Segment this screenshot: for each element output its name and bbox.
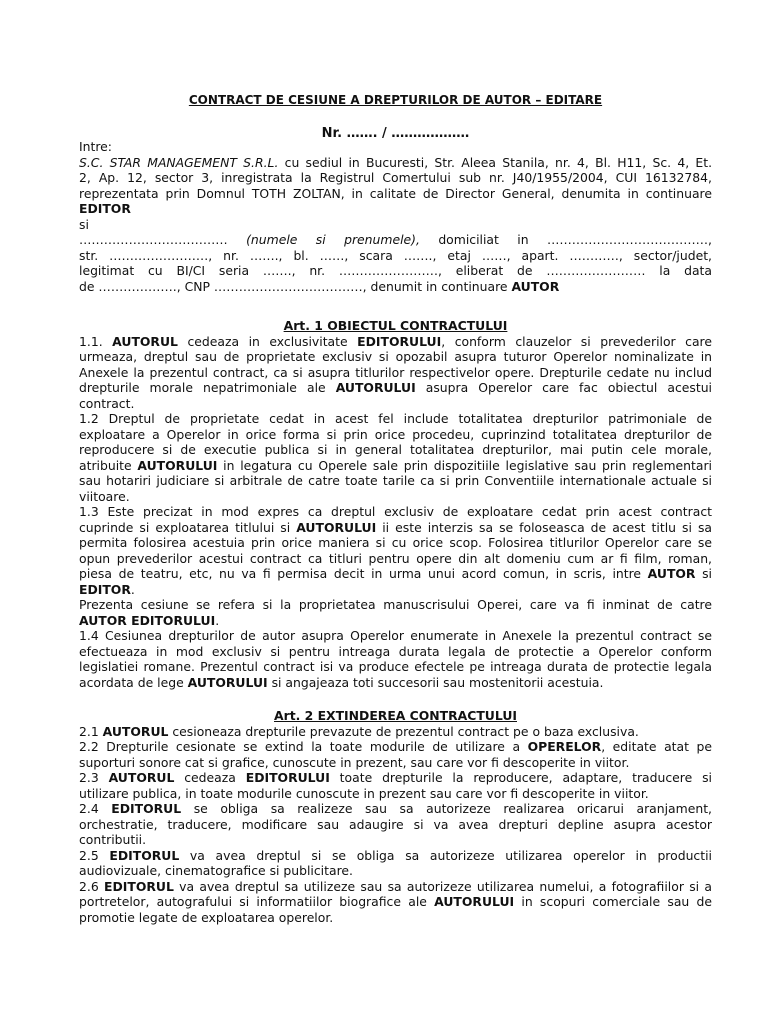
between-label: Intre: (79, 139, 112, 154)
author-line-1: ……………………………… (numele si prenumele), domiciliat in …………………………………, (79, 232, 712, 247)
art1-line: exploatare a Operelor in orice forma si prin orice procedeu, cuprinzind totalitatea drepturilor de (79, 426, 712, 442)
party-company-line-3: reprezentata prin Domnul TOTH ZOLTAN, in calitate de Director General, denumita in continuare (79, 185, 712, 201)
art2-line: 2.3 AUTORUL cedeaza EDITORULUI toate drepturile la reproducere, adaptare, traducere si (79, 770, 712, 785)
party-company-line-2: 2, Ap. 12, sector 3, inregistrata la Registrul Comertului sub nr. J40/1955/2004, CUI 16132784, (79, 170, 712, 185)
art1-line: permita folosirea acestuia prin orice maniera si cu orice scop. Folosirea titlurilor Operelor care se (79, 535, 712, 550)
art1-line: viitoare. (79, 488, 130, 504)
art1-line: acordata de lege AUTORULUI si angajeaza toti succesorii sau mostenitorii acestuia. (79, 674, 604, 690)
art1-line: efectueaza in mod exclusiv si pentru intreaga durata legala de protectie a Operelor conform (79, 643, 712, 659)
art1-line: 1.2 Dreptul de proprietate cedat in acest fel include totalitatea drepturilor patrimoniale de (79, 411, 712, 426)
art2-line: contributii. (79, 832, 147, 847)
author-line-4: de ………………., CNP ………………………………, denumit in continuare AUTOR (79, 278, 560, 294)
art1-line: 1.4 Cesiunea drepturilor de autor asupra Operelor enumerate in Anexele la prezentul contract se (79, 628, 712, 643)
art1-line: 1.3 Este precizat in mod expres ca dreptul exclusiv de exploatare cedat prin acest contract (79, 504, 712, 519)
art1-line: reproducere si de executie publica si in general totalitatea drepturilor, mai putin cele morale, (79, 442, 712, 457)
article-1 (79, 318, 712, 690)
art1-line: contract. (79, 395, 135, 411)
and-label: si (79, 216, 89, 232)
art2-line: promotie legate de exploatarea operelor. (79, 909, 334, 925)
contract-title: CONTRACT DE CESIUNE A DREPTURILOR DE AUTOR – EDITARE (188, 93, 603, 107)
art1-line: Anexele la prezentul contract, ca si asupra titlurilor respectivelor opere. Drepturile cedate nu includ (79, 364, 712, 380)
art1-line: piesa de teatru, etc, nu va fi permisa decit in urma unui acord comun, in scris, intre AUTOR si (79, 566, 712, 581)
art2-line: 2.4 EDITORUL se obliga sa realizeze sau sa autorizeze realizarea oricarui aranjament, (79, 801, 712, 816)
parties-section (79, 139, 712, 294)
art2-line: utilizare publica, in toate modurile cunoscute in prezent sau care vor fi descoperite in viitor. (79, 785, 649, 801)
art1-line: AUTOR EDITORULUI. (79, 612, 220, 628)
art1-line: cuprinde si exploatarea titlului si AUTORULUI ii este interzis sa se foloseasca de acest titlu si sa (79, 519, 712, 535)
editor-term: EDITOR (79, 201, 131, 216)
art2-line: orchestratie, traducere, modificare sau adaugire si va avea drepturi depline asupra acestor (79, 816, 712, 832)
art1-line: atribuite AUTORULUI in legatura cu Operele sale prin dispozitiile legislative sau prin reglementari (79, 457, 712, 473)
art2-line: 2.1 AUTORUL cesioneaza drepturile prevazute de prezentul contract pe o baza exclusiva. (79, 723, 639, 739)
art2-line: suporturi sonore cat si grafice, cunoscute in prezent, sau care vor fi descoperite in viitor. (79, 754, 630, 770)
contract-number: Nr. ……. / ……………… (321, 126, 470, 141)
art2-line: 2.5 EDITORUL va avea dreptul si se obliga sa autorizeze utilizarea operelor in productii (79, 847, 712, 863)
art2-line: audiovizuale, cinematografice si publicitare. (79, 863, 353, 878)
article-1-heading: Art. 1 OBIECTUL CONTRACTULUI (283, 318, 508, 333)
article-2 (79, 708, 712, 925)
art1-line: EDITOR. (79, 581, 135, 597)
art1-line: sau hotariri judiciare si arbitrale de catre toate tarile ca si prin Conventiile internationale actuale si (79, 473, 712, 488)
art1-line: legislatiei romane. Prezentul contract isi va produce efectele pe intreaga durata de protectie legala (79, 659, 712, 674)
art1-line: opun prevederilor acestui contract ca titluri pentru opere din alt domeniu cum ar fi film, roman, (79, 550, 712, 566)
party-company-line-1: S.C. STAR MANAGEMENT S.R.L. cu sediul in Bucuresti, Str. Aleea Stanila, nr. 4, Bl. H11, Sc. 4, Et. (79, 154, 712, 170)
article-2-heading: Art. 2 EXTINDEREA CONTRACTULUI (274, 708, 517, 723)
art2-line: 2.2 Drepturile cesionate se extind la toate modurile de utilizare a OPERELOR, editate atat pe (79, 739, 712, 754)
author-line-3: legitimat cu BI/CI seria ……., nr. ……………………, eliberat de …………………… la data (79, 263, 712, 278)
art1-line: urmeaza, dreptul sau de proprietate exclusiv si opozabil asupra tuturor Operelor nominalizate in (79, 349, 712, 364)
company-name: S.C. STAR MANAGEMENT S.R.L. (79, 154, 279, 170)
art1-line: 1.1. AUTORUL cedeaza in exclusivitate EDITORULUI, conform clauzelor si prevederilor care (79, 333, 712, 349)
author-line-2: str. ……………………, nr. ……., bl. ……, scara ……., etaj ……, apart. …………, sector/judet, (79, 247, 712, 263)
art1-line: Prezenta cesiune se refera si la proprietatea manuscrisului Operei, care va fi inminat de catre (79, 597, 712, 612)
art2-line: portretelor, autografului si informatiilor biografice ale AUTORULUI in scopuri comerciale sau de (79, 894, 712, 909)
art1-line: drepturile morale nepatrimoniale ale AUTORULUI asupra Operelor care fac obiectul acestui (79, 380, 712, 395)
art2-line: 2.6 EDITORUL va avea dreptul sa utilizeze sau sa autorizeze utilizarea numelui, a fotografiilor si a (79, 878, 712, 894)
